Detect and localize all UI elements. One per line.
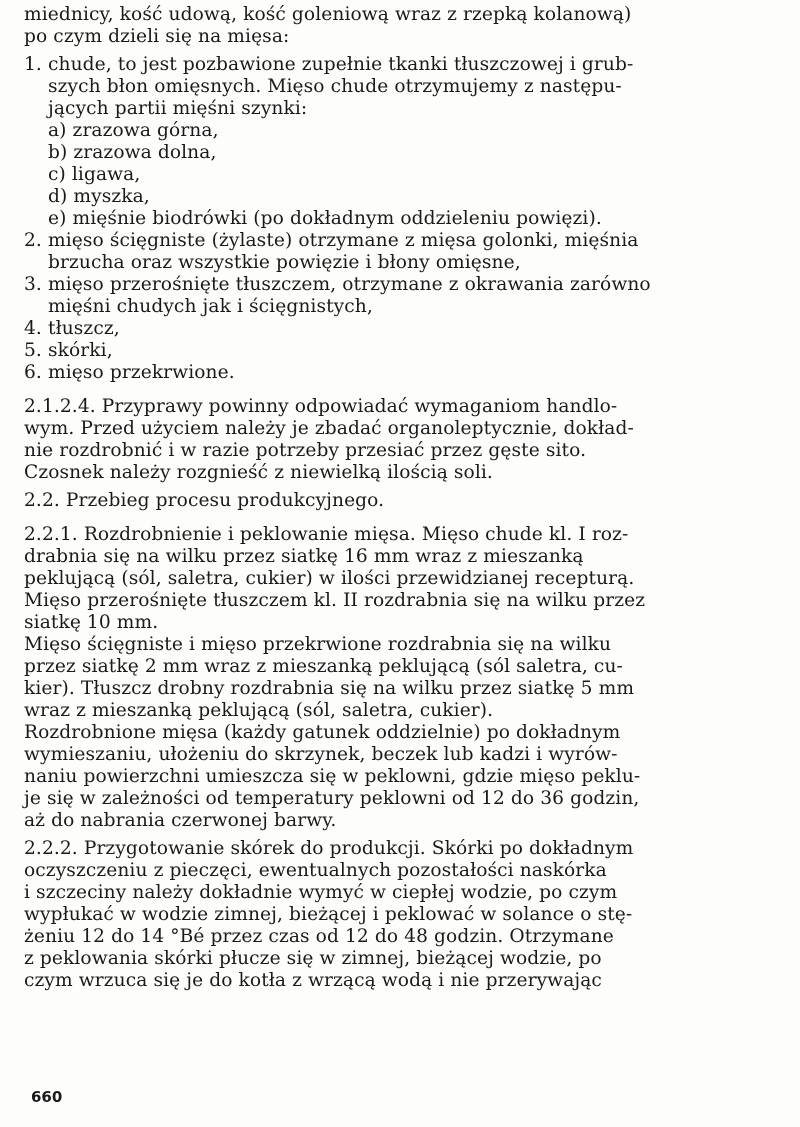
sub-list-item: e) mięśnie biodrówki (po dokładnym oddzieleniu powięzi). <box>48 208 602 229</box>
sub-list <box>48 120 716 230</box>
text-line: tłuszcz, <box>48 318 120 339</box>
sub-list-item: d) myszka, <box>48 186 150 207</box>
text-line: skórki, <box>48 340 113 361</box>
text-line: przez siatkę 2 mm wraz z mieszanką peklującą (sól saletra, cu- <box>24 656 623 677</box>
text-line: kier). Tłuszcz drobny rozdrabnia się na wilku przez siatkę 5 mm <box>24 678 635 699</box>
text-line: chude, to jest pozbawione zupełnie tkanki tłuszczowej i grub- <box>48 54 634 75</box>
text-line: mięso ścięgniste (żylaste) otrzymane z mięsa golonki, mięśnia <box>48 230 639 251</box>
list-item-6 <box>24 362 716 384</box>
sub-list-item: b) zrazowa dolna, <box>48 142 217 163</box>
section-2-2-1-paragraph-3 <box>24 722 716 832</box>
text-line: Mięso przerośnięte tłuszczem kl. II rozdrabnia się na wilku przez <box>24 590 646 611</box>
section-2-2-2 <box>24 838 716 992</box>
text-line: naniu powierzchni umieszcza się w peklowni, gdzie mięso peklu- <box>24 766 641 787</box>
sub-list-item: c) ligawa, <box>48 164 141 185</box>
text-line: siatkę 10 mm. <box>24 612 159 633</box>
text-line: czym wrzuca się je do kotła z wrzącą wodą i nie przerywając <box>24 970 602 991</box>
list-item-4 <box>24 318 716 340</box>
list-number: 5. <box>24 340 42 361</box>
text-line: wym. Przed użyciem należy je zbadać organoleptycznie, dokład- <box>24 418 634 439</box>
section-2-2-1 <box>24 524 716 634</box>
text-line: Mięso ścięgniste i mięso przekrwione rozdrabnia się na wilku <box>24 634 612 655</box>
section-2-2-heading: 2.2. Przebieg procesu produkcyjnego. <box>24 490 385 511</box>
section-2-1-2-4 <box>24 396 716 484</box>
text-line: brzucha oraz wszystkie powięzie i błony omięsne, <box>48 252 521 273</box>
list-item-3 <box>24 274 716 318</box>
text-line: i szczeciny należy dokładnie wymyć w ciepłej wodzie, po czym <box>24 882 618 903</box>
text-line: wraz z mieszanką peklującą (sól, saletra, cukier). <box>24 700 494 721</box>
text-line: żeniu 12 do 14 °Bé przez czas od 12 do 48 godzin. Otrzymane <box>24 926 614 947</box>
text-line: mięso przekrwione. <box>48 362 235 383</box>
text-line: oczyszczeniu z pieczęci, ewentualnych pozostałości naskórka <box>24 860 607 881</box>
text-line: mięso przerośnięte tłuszczem, otrzymane z okrawania zarówno <box>48 274 651 295</box>
text-line: 2.2.1. Rozdrobnienie i peklowanie mięsa. Mięso chude kl. I roz- <box>24 524 629 545</box>
text-line: miednicy, kość udową, kość goleniową wraz z rzepką kolanową) <box>24 4 632 25</box>
text-line: Czosnek należy rozgnieść z niewielką ilością soli. <box>24 462 493 483</box>
text-line: aż do nabrania czerwonej barwy. <box>24 810 337 831</box>
text-line: wypłukać w wodzie zimnej, bieżącej i peklować w solance o stę- <box>24 904 633 925</box>
text-line: drabnia się na wilku przez siatkę 16 mm wraz z mieszanką <box>24 546 584 567</box>
list-number: 4. <box>24 318 42 339</box>
list-number: 3. <box>24 274 42 295</box>
text-line: je się w zależności od temperatury peklowni od 12 do 36 godzin, <box>24 788 640 809</box>
list-item-1 <box>24 54 716 230</box>
text-line: 2.1.2.4. Przyprawy powinny odpowiadać wymaganiom handlo- <box>24 396 618 417</box>
intro-paragraph <box>24 4 716 48</box>
section-2-2-1-paragraph-2 <box>24 634 716 722</box>
page-text <box>24 4 716 992</box>
page-number: 660 <box>31 1088 63 1106</box>
list-item-2 <box>24 230 716 274</box>
text-line: Rozdrobnione mięsa (każdy gatunek oddzielnie) po dokładnym <box>24 722 621 743</box>
text-line: z peklowania skórki płucze się w zimnej, bieżącej wodzie, po <box>24 948 602 969</box>
text-line: 2.2.2. Przygotowanie skórek do produkcji. Skórki po dokładnym <box>24 838 634 859</box>
text-line: nie rozdrobnić i w razie potrzeby przesiać przez gęste sito. <box>24 440 587 461</box>
list-number: 6. <box>24 362 42 383</box>
list-number: 1. <box>24 54 42 75</box>
text-line: wymieszaniu, ułożeniu do skrzynek, beczek lub kadzi i wyrów- <box>24 744 618 765</box>
text-line: jących partii mięśni szynki: <box>48 98 308 119</box>
text-line: szych błon omięsnych. Mięso chude otrzymujemy z następu- <box>48 76 622 97</box>
list-number: 2. <box>24 230 42 251</box>
text-line: po czym dzieli się na mięsa: <box>24 26 290 47</box>
text-line: mięśni chudych jak i ścięgnistych, <box>48 296 373 317</box>
list-item-5 <box>24 340 716 362</box>
text-line: peklującą (sól, saletra, cukier) w ilości przewidzianej recepturą. <box>24 568 635 589</box>
sub-list-item: a) zrazowa górna, <box>48 120 219 141</box>
